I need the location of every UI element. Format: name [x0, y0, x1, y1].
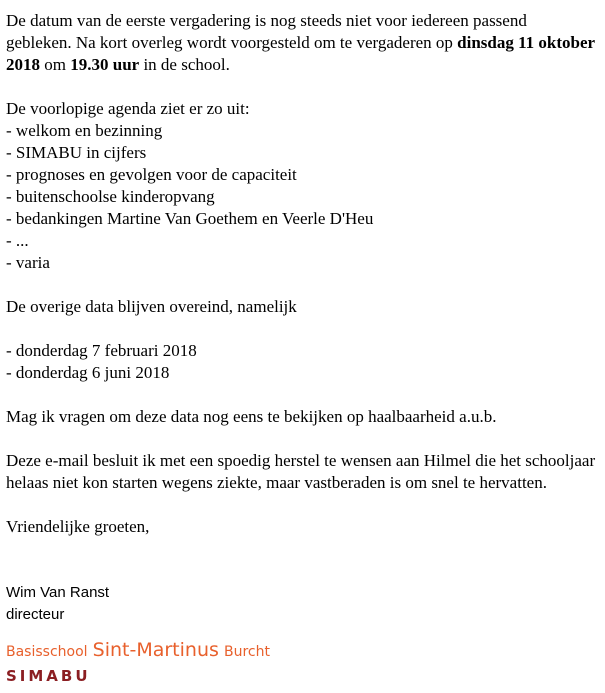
dates-intro: De overige data blijven overeind, namelijk: [6, 297, 297, 316]
signature-name: Wim Van Ranst: [6, 584, 110, 601]
date-item: - donderdag 7 februari 2018: [6, 341, 197, 360]
agenda-item: - varia: [6, 253, 50, 272]
signature-role: directeur: [6, 606, 65, 623]
intro-text-3: in de school.: [139, 55, 230, 74]
spacer: [6, 76, 596, 98]
agenda-item: - buitenschoolse kinderopvang: [6, 187, 215, 206]
intro-text: De datum van de eerste vergadering is nog steeds niet voor iedereen passend gebleken. Na kort overleg wordt voorgesteld om te vergaderen op: [6, 11, 527, 52]
request-paragraph: Mag ik vragen om deze data nog eens te bekijken op haalbaarheid a.u.b.: [6, 407, 497, 426]
school-place: Burcht: [223, 644, 270, 660]
agenda-item: - bedankingen Martine Van Goethem en Veerle D'Heu: [6, 209, 374, 228]
meeting-time: 19.30 uur: [70, 55, 140, 74]
agenda-item: - SIMABU in cijfers: [6, 143, 147, 162]
intro-paragraph: [6, 10, 596, 76]
date-item: - donderdag 6 juni 2018: [6, 363, 170, 382]
intro-text-2: om: [40, 55, 71, 74]
agenda-item: - ...: [6, 231, 29, 250]
spacer: [6, 318, 596, 340]
school-name: Sint-Martinus: [92, 639, 219, 661]
meeting-date: dinsdag 11 oktober 2018: [6, 33, 595, 74]
spacer: [6, 274, 596, 296]
brand-logo-text: SIMABU: [6, 667, 91, 685]
agenda-intro: De voorlopige agenda ziet er zo uit:: [6, 99, 250, 118]
greeting: Vriendelijke groeten,: [6, 517, 150, 536]
agenda-item: - welkom en bezinning: [6, 121, 163, 140]
closing-paragraph: Deze e-mail besluit ik met een spoedig herstel te wensen aan Hilmel die het schooljaar helaas niet kon starten wegens ziekte, maar vastberaden is om snel te hervatten.: [6, 451, 596, 492]
signature-block: [6, 582, 109, 626]
school-name-line: [6, 639, 270, 661]
school-prefix: Basisschool: [6, 644, 88, 660]
spacer: [6, 428, 596, 450]
spacer: [6, 494, 596, 516]
email-body: [6, 10, 596, 538]
spacer: [6, 384, 596, 406]
agenda-item: - prognoses en gevolgen voor de capaciteit: [6, 165, 297, 184]
